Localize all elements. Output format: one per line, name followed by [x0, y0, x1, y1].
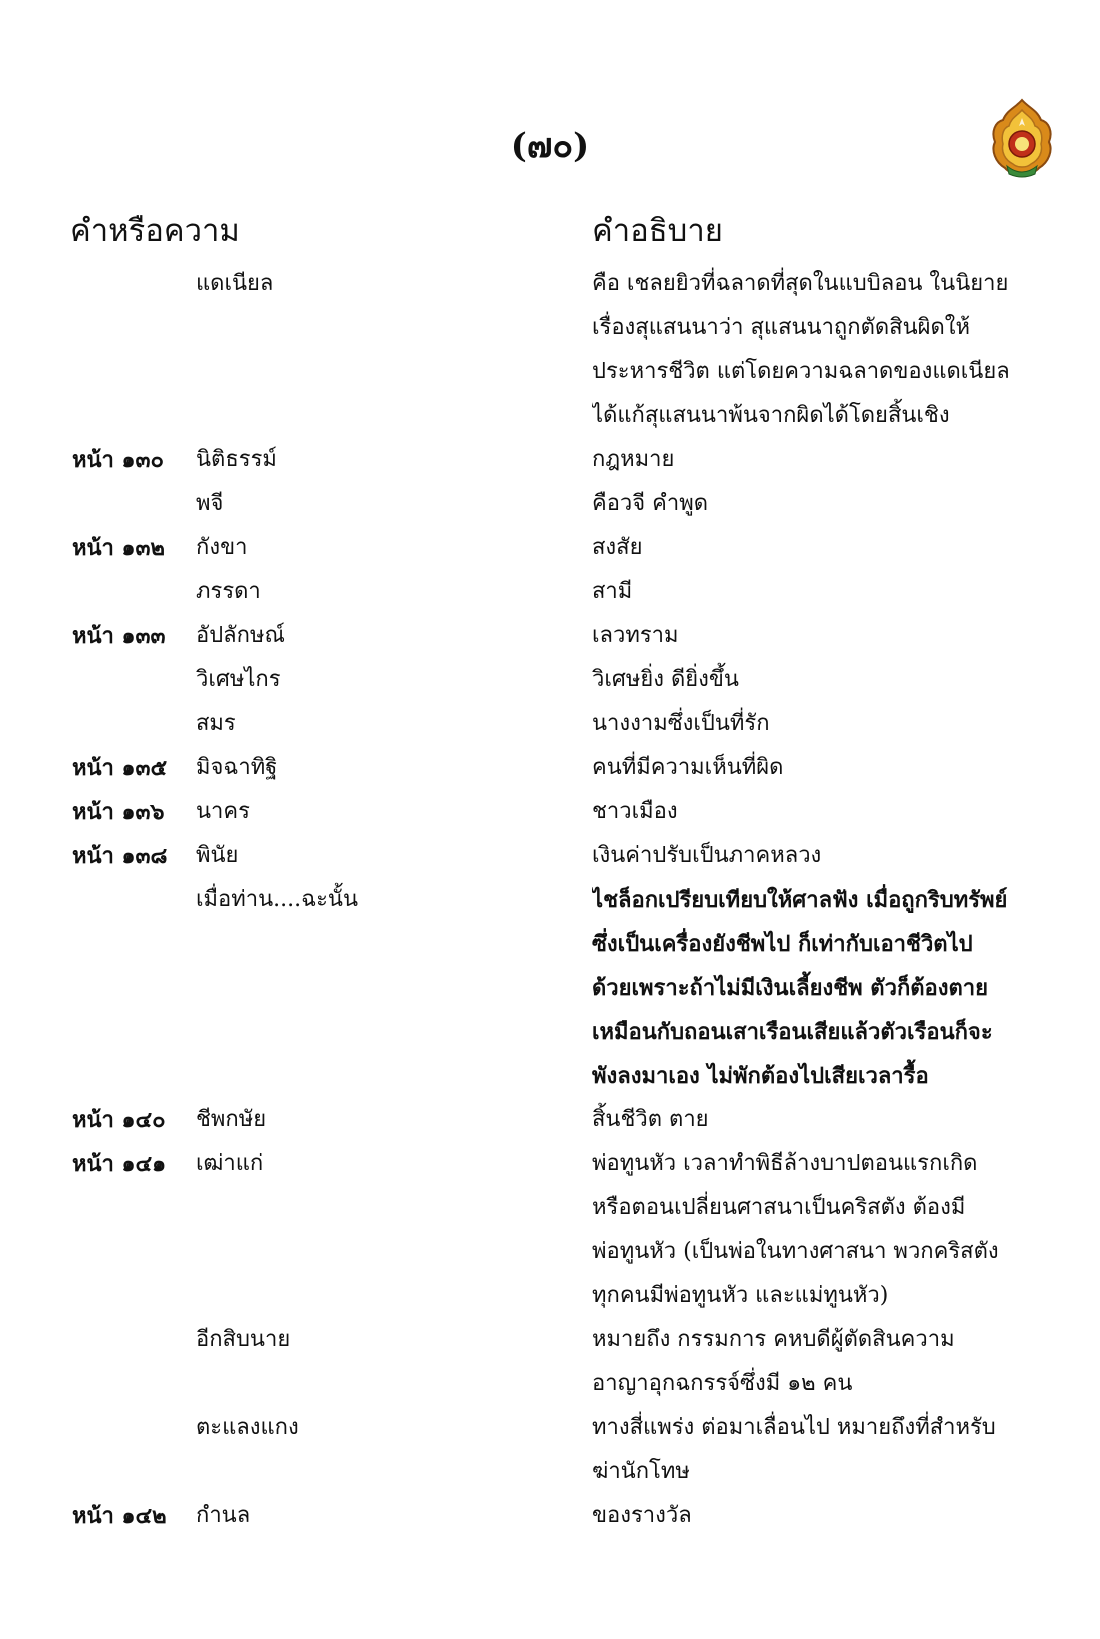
entry-definition — [592, 526, 1040, 570]
glossary-entry — [0, 482, 1100, 526]
definition-line: สงสัย — [592, 535, 643, 560]
entry-definition — [592, 438, 1040, 482]
entry-term: อีกสิบนาย — [196, 1327, 291, 1352]
entry-page-ref: หน้า ๑๓๓ — [72, 623, 166, 649]
definition-line: ฆ่านักโทษ — [592, 1459, 690, 1484]
definition-line: พ่อทูนหัว (เป็นพ่อในทางศาสนา พวกคริสตัง — [592, 1239, 999, 1264]
glossary-entry — [0, 614, 1100, 658]
definition-line: ซึ่งเป็นเครื่องยังชีพไป ก็เท่ากับเอาชีวิตไป — [592, 931, 973, 957]
definition-line: เหมือนกับถอนเสาเรือนเสียแล้วตัวเรือนก็จะ — [592, 1019, 993, 1045]
glossary-entry — [0, 1318, 1100, 1406]
column-header-term: คำหรือความ — [70, 213, 240, 249]
entry-page-ref: หน้า ๑๔๑ — [72, 1151, 167, 1177]
definition-line: ได้แก้สุแสนนาพ้นจากผิดได้โดยสิ้นเชิง — [592, 403, 950, 428]
glossary-entry — [0, 1098, 1100, 1142]
entry-page-ref: หน้า ๑๓๒ — [72, 535, 166, 561]
entry-definition — [592, 790, 1040, 834]
definition-line: สิ้นชีวิต ตาย — [592, 1107, 709, 1132]
entry-term: กำนล — [196, 1503, 251, 1528]
entry-page-ref: หน้า ๑๓๐ — [72, 447, 164, 473]
glossary-entry — [0, 790, 1100, 834]
definition-line: คือ เชลยยิวที่ฉลาดที่สุดในแบบิลอน ในนิยาย — [592, 271, 1009, 296]
entry-page-ref: หน้า ๑๔๐ — [72, 1107, 166, 1133]
column-header-definition: คำอธิบาย — [592, 213, 723, 249]
glossary-entry — [0, 438, 1100, 482]
definition-line: สามี — [592, 579, 633, 604]
entry-definition — [592, 1318, 1040, 1406]
entry-definition — [592, 614, 1040, 658]
entry-definition — [592, 1494, 1040, 1538]
entry-definition — [592, 1098, 1040, 1142]
glossary-entry — [0, 702, 1100, 746]
glossary-entry — [0, 1142, 1100, 1318]
entry-definition — [592, 834, 1040, 878]
entry-definition — [592, 1406, 1040, 1494]
entry-term: ตะแลงแกง — [196, 1415, 299, 1440]
definition-line: คือวจี คำพูด — [592, 491, 709, 516]
definition-line: วิเศษยิ่ง ดียิ่งขึ้น — [592, 667, 739, 692]
entry-term: พจี — [196, 491, 224, 516]
definition-line: หมายถึง กรรมการ คหบดีผู้ตัดสินความ — [592, 1327, 955, 1352]
entry-term: นาคร — [196, 799, 250, 824]
definition-line: เรื่องสุแสนนาว่า สุแสนนาถูกตัดสินผิดให้ — [592, 315, 971, 340]
definition-line: เงินค่าปรับเป็นภาคหลวง — [592, 843, 822, 868]
definition-line: อาญาอุกฉกรรจ์ซึ่งมี ๑๒ คน — [592, 1371, 853, 1396]
definition-line: นางงามซึ่งเป็นที่รัก — [592, 711, 770, 736]
definition-line: ของรางวัล — [592, 1503, 692, 1528]
entry-term: เฒ่าแก่ — [196, 1151, 264, 1176]
definition-line: กฎหมาย — [592, 447, 675, 472]
entry-page-ref: หน้า ๑๓๘ — [72, 843, 168, 869]
definition-line: คนที่มีความเห็นที่ผิด — [592, 755, 784, 780]
entry-page-ref: หน้า ๑๓๖ — [72, 799, 165, 825]
definition-line: ทุกคนมีพ่อทูนหัว และแม่ทูนหัว) — [592, 1283, 889, 1308]
glossary-entry — [0, 1494, 1100, 1538]
entry-term: แดเนียล — [196, 271, 274, 296]
glossary-entry — [0, 658, 1100, 702]
entry-page-ref: หน้า ๑๓๕ — [72, 755, 168, 781]
entry-page-ref: หน้า ๑๔๒ — [72, 1503, 167, 1529]
glossary-entry — [0, 1406, 1100, 1494]
definition-line: ชาวเมือง — [592, 799, 678, 824]
definition-line: ด้วยเพราะถ้าไม่มีเงินเลี้ยงชีพ ตัวก็ต้องตาย — [592, 975, 989, 1001]
definition-line: พังลงมาเอง ไม่พักต้องไปเสียเวลารื้อ — [592, 1063, 929, 1089]
definition-line: ทางสี่แพร่ง ต่อมาเลื่อนไป หมายถึงที่สำหรับ — [592, 1415, 996, 1440]
glossary-list — [0, 262, 1100, 1538]
glossary-entry — [0, 262, 1100, 438]
entry-term: มิจฉาทิฐิ — [196, 755, 278, 780]
glossary-entry — [0, 878, 1100, 1098]
definition-line: พ่อทูนหัว เวลาทำพิธีล้างบาปตอนแรกเกิด — [592, 1151, 978, 1176]
royal-crest-emblem-icon — [985, 96, 1059, 180]
entry-term: สมร — [196, 711, 236, 736]
entry-term: นิติธรรม์ — [196, 447, 277, 472]
entry-term: วิเศษไกร — [196, 667, 281, 692]
entry-definition — [592, 570, 1040, 614]
entry-term: อัปลักษณ์ — [196, 623, 285, 648]
entry-term: ภรรดา — [196, 579, 261, 604]
definition-line: ประหารชีวิต แต่โดยความฉลาดของแดเนียล — [592, 359, 1010, 384]
glossary-entry — [0, 526, 1100, 570]
entry-definition — [592, 702, 1040, 746]
entry-term: กังขา — [196, 535, 248, 560]
entry-term: เมื่อท่าน....ฉะนั้น — [196, 887, 358, 912]
entry-definition — [592, 878, 1040, 1098]
glossary-entry — [0, 834, 1100, 878]
glossary-entry — [0, 746, 1100, 790]
page-number: (๗๐) — [510, 126, 590, 166]
glossary-entry — [0, 570, 1100, 614]
entry-definition — [592, 482, 1040, 526]
entry-definition — [592, 746, 1040, 790]
entry-definition — [592, 658, 1040, 702]
definition-line: หรือตอนเปลี่ยนศาสนาเป็นคริสตัง ต้องมี — [592, 1195, 966, 1220]
entry-term: พินัย — [196, 843, 239, 868]
entry-definition — [592, 262, 1040, 438]
definition-line: เลวทราม — [592, 623, 679, 648]
entry-term: ชีพกษัย — [196, 1107, 267, 1132]
entry-definition — [592, 1142, 1040, 1318]
definition-line: ไชล็อกเปรียบเทียบให้ศาลฟัง เมื่อถูกริบทรัพย์ — [592, 887, 1008, 913]
